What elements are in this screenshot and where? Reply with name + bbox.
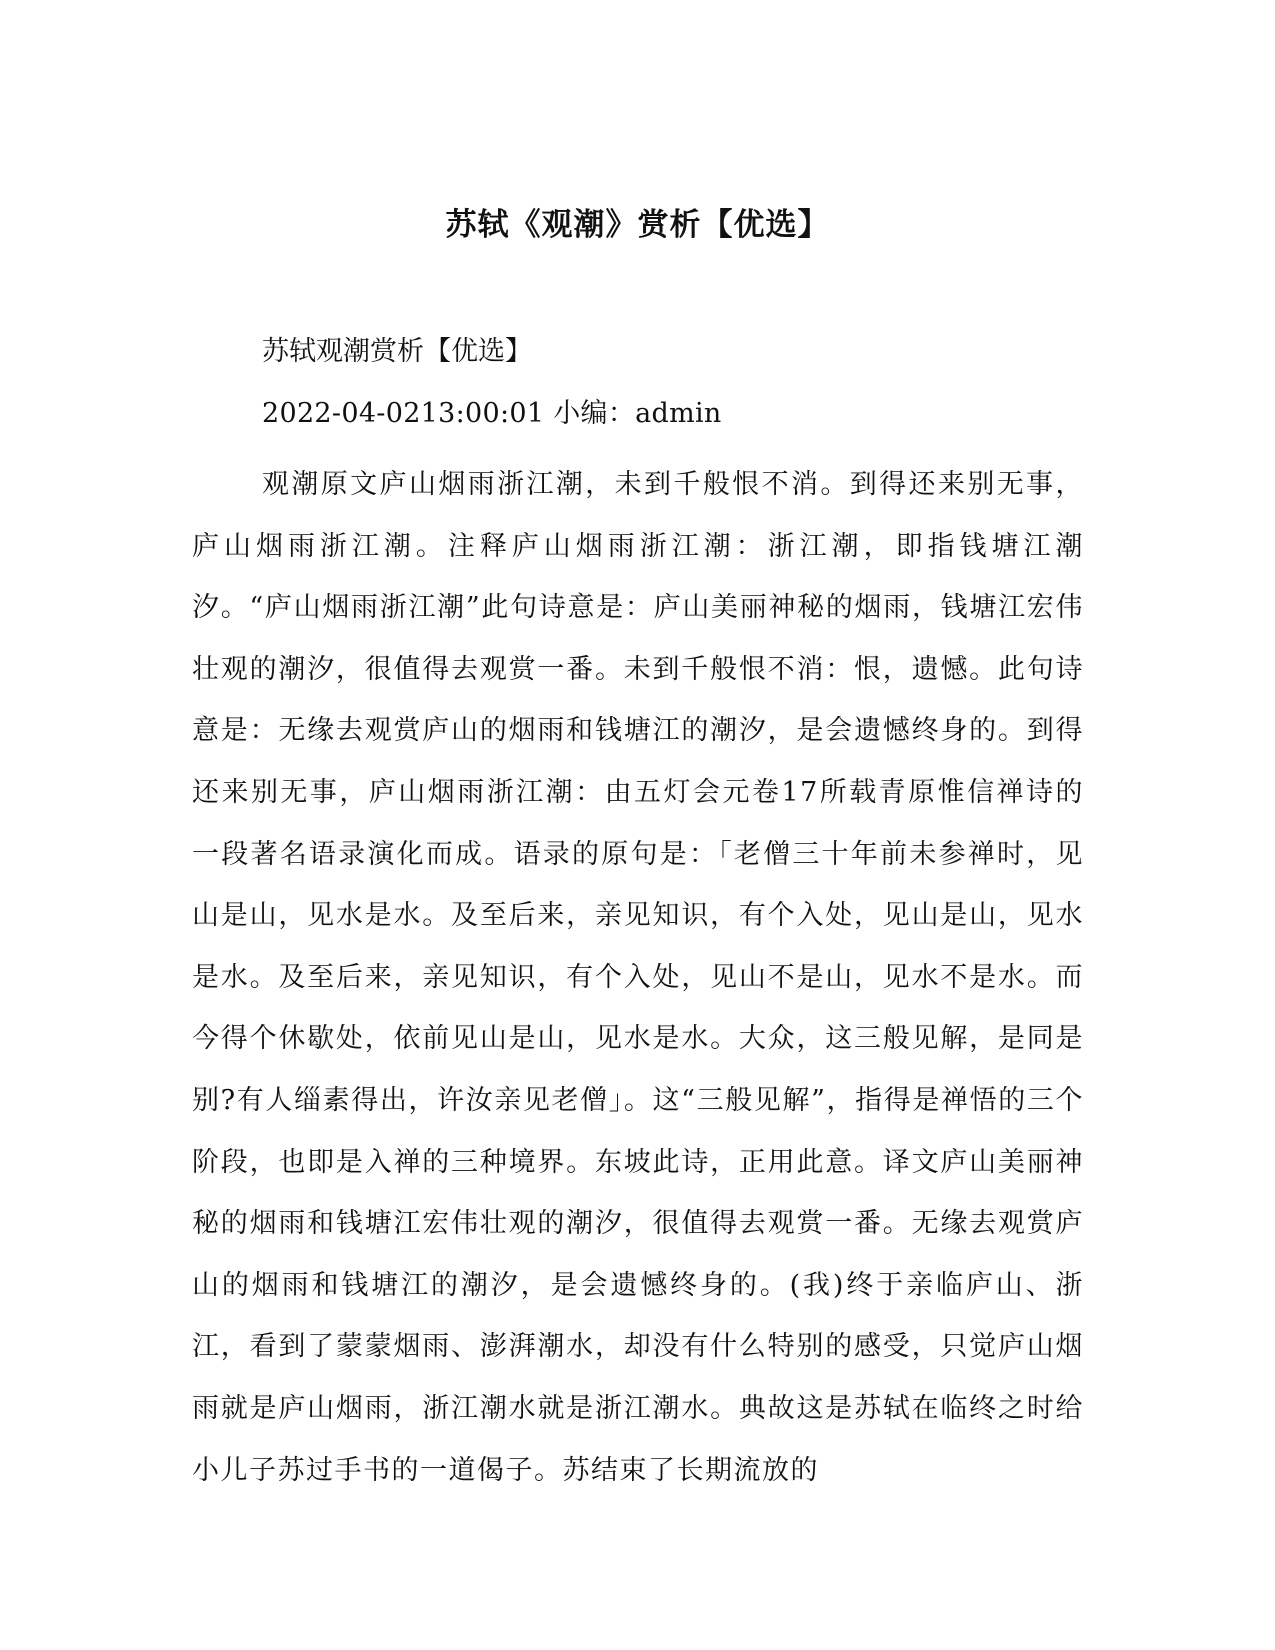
document-title: 苏轼《观潮》赏析【优选】 (445, 207, 830, 243)
article-meta: 2022-04-0213:00:01 小编：admin (262, 398, 722, 429)
document-content (192, 330, 1084, 1501)
article-body: 观潮原文庐山烟雨浙江潮，未到千般恨不消。到得还来别无事，庐山烟雨浙江潮。注释庐山烟雨浙江潮：浙江潮，即指钱塘江潮汐。“庐山烟雨浙江潮”此句诗意是：庐山美丽神秘的烟雨，钱塘江宏伟壮观的潮汐，很值得去观赏一番。未到千般恨不消：恨，遗憾。此句诗意是：无缘去观赏庐山的烟雨和钱塘江的潮汐，是会遗憾终身的。到得还来别无事，庐山烟雨浙江潮：由五灯会元卷17所载青原惟信禅诗的一段著名语录演化而成。语录的原句是：「老僧三十年前未参禅时，见山是山，见水是水。及至后来，亲见知识，有个入处，见山是山，见水是水。及至后来，亲见知识，有个入处，见山不是山，见水不是水。而今得个休歇处，依前见山是山，见水是水。大众，这三般见解，是同是别?有人缁素得出，许汝亲见老僧」。这“三般见解”，指得是禅悟的三个阶段，也即是入禅的三种境界。东坡此诗，正用此意。译文庐山美丽神秘的烟雨和钱塘江宏伟壮观的潮汐，很值得去观赏一番。无缘去观赏庐山的烟雨和钱塘江的潮汐，是会遗憾终身的。(我)终于亲临庐山、浙江，看到了蒙蒙烟雨、澎湃潮水，却没有什么特别的感受，只觉庐山烟雨就是庐山烟雨，浙江潮水就是浙江潮水。典故这是苏轼在临终之时给小儿子苏过手书的一道偈子。苏结束了长期流放的 (192, 469, 1084, 1486)
article-subtitle: 苏轼观潮赏析【优选】 (262, 336, 532, 367)
